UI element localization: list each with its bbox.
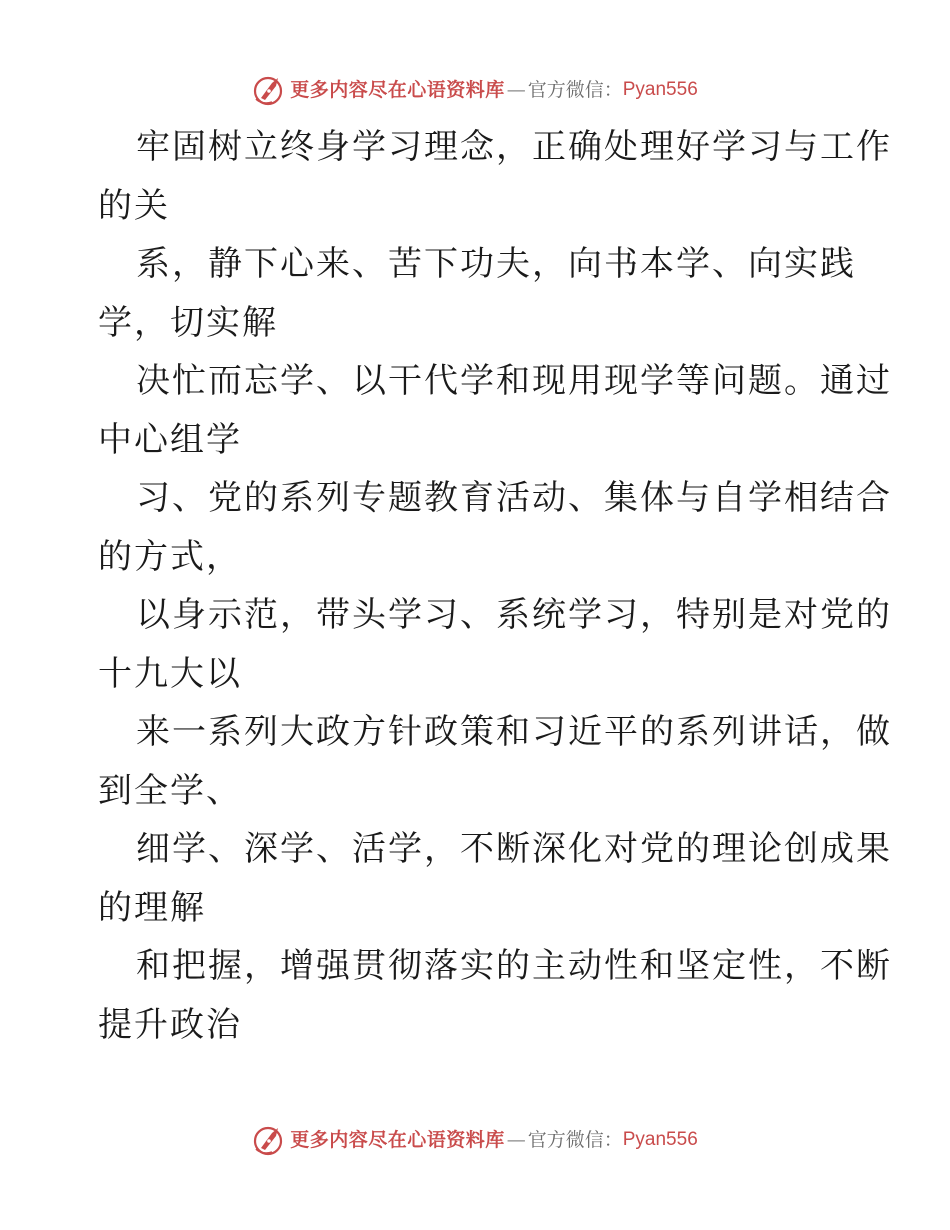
text-line: 学，切实解 <box>98 302 278 343</box>
banner-site-name: 更多内容尽在心语资料库 <box>290 1129 505 1151</box>
text-line: 牢固树立终身学习理念，正确处理好学习与工作 <box>136 127 892 167</box>
text-line: 细学、深学、活学，不断深化对党的理论创成果 <box>136 829 892 869</box>
text-line: 的理解 <box>98 887 206 928</box>
text-line: 的方式， <box>98 536 242 577</box>
text-line: 中心组学 <box>98 419 242 460</box>
banner-text <box>290 1120 698 1160</box>
text-line: 决忙而忘学、以干代学和现用现学等问题。通过 <box>136 361 892 401</box>
pen-nib-circle-icon <box>252 1123 286 1157</box>
banner-dash: — <box>506 79 526 101</box>
banner-wechat-handle: Pyan556 <box>622 79 698 100</box>
banner-text <box>290 70 698 110</box>
text-line: 来一系列大政方针政策和习近平的系列讲话，做 <box>136 712 892 752</box>
text-line: 的关 <box>98 185 170 226</box>
text-line: 提升政治 <box>98 1004 242 1045</box>
pen-nib-circle-icon <box>252 73 286 107</box>
text-line: 十九大以 <box>98 653 242 694</box>
text-line: 以身示范，带头学习、系统学习，特别是对党的 <box>136 595 892 635</box>
text-line: 系，静下心来、苦下功夫，向书本学、向实践 <box>136 244 856 284</box>
banner-wechat-handle: Pyan556 <box>622 1129 698 1150</box>
banner-site-name: 更多内容尽在心语资料库 <box>290 79 505 101</box>
text-line: 习、党的系列专题教育活动、集体与自学相结合 <box>136 478 892 518</box>
text-line: 到全学、 <box>98 770 242 811</box>
banner-wechat-label: 官方微信： <box>527 79 623 101</box>
banner-dash: — <box>506 1129 526 1151</box>
banner-wechat-label: 官方微信： <box>527 1129 623 1151</box>
header-banner <box>0 70 950 110</box>
footer-banner <box>0 1120 950 1160</box>
document-body <box>98 118 892 1054</box>
text-line: 和把握，增强贯彻落实的主动性和坚定性，不断 <box>136 946 892 986</box>
